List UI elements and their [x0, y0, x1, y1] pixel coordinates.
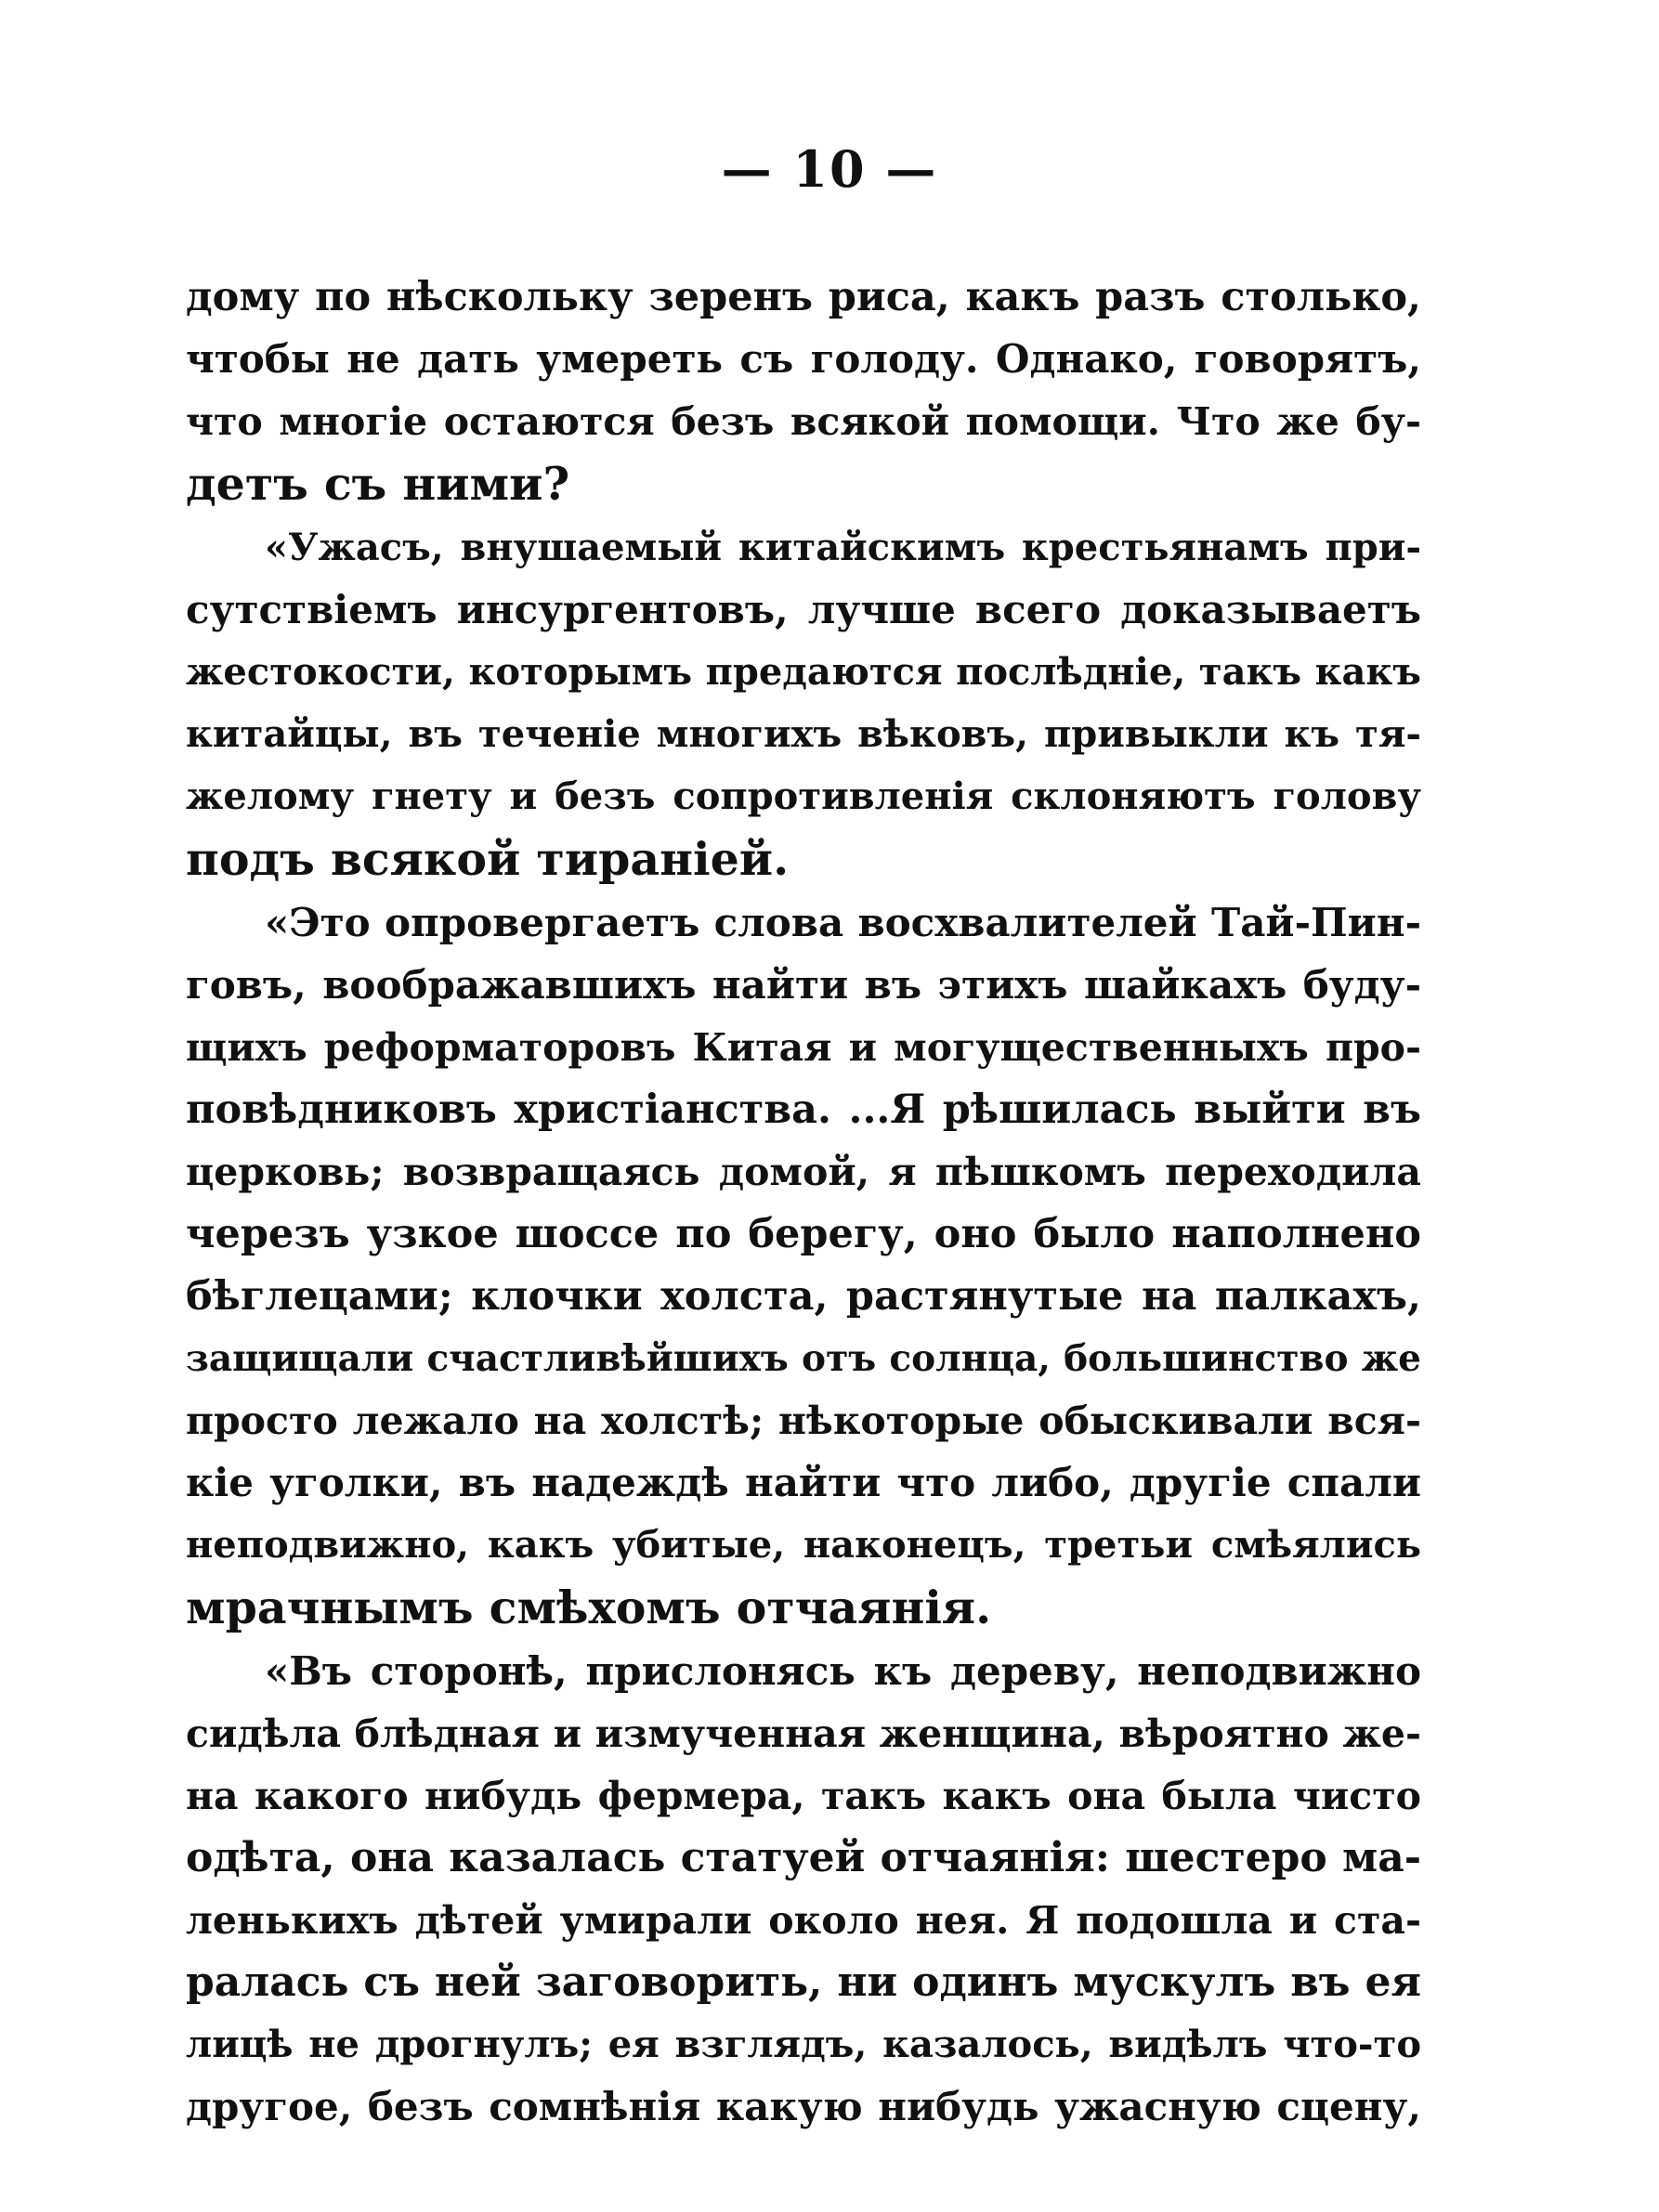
text-line: лицѣ не дрогнулъ; ея взглядъ, казалось, видѣлъ что-то — [186, 2023, 1421, 2066]
text-line: детъ съ ними? — [186, 457, 570, 511]
text-line: бѣглецами; клочки холста, растянутые на палкахъ, — [186, 1273, 1421, 1320]
text-line: неподвижно, какъ убитые, наконецъ, третьи смѣялись — [186, 1523, 1421, 1567]
text-line: церковь; возвращаясь домой, я пѣшкомъ переходила — [186, 1150, 1421, 1194]
text-line: сидѣла блѣдная и измученная женщина, вѣроятно же- — [186, 1711, 1421, 1756]
text-line: просто лежало на холстѣ; нѣкоторые обыскивали вся- — [186, 1399, 1421, 1443]
text-line: «Это опровергаетъ слова восхвалителей Тай-Пин- — [265, 900, 1421, 945]
text-line: черезъ узкое шоссе по берегу, оно было наполнено — [186, 1211, 1421, 1257]
text-line: желому гнету и безъ сопротивленія склоняютъ голову — [186, 774, 1421, 818]
text-line: на какого нибудь фермера, такъ какъ она была чисто — [186, 1774, 1421, 1818]
text-line: китайцы, въ теченіе многихъ вѣковъ, привыкли къ тя- — [186, 712, 1421, 756]
text-line: щихъ реформаторовъ Китая и могущественныхъ про- — [186, 1025, 1421, 1070]
text-line: мрачнымъ смѣхомъ отчаянія. — [186, 1581, 992, 1634]
text-line: говъ, воображавшихъ найти въ этихъ шайкахъ буду- — [186, 962, 1421, 1008]
text-line: «Ужасъ, внушаемый китайскимъ крестьянамъ при- — [265, 526, 1421, 569]
text-line: ленькихъ дѣтей умирали около нея. Я подошла и ста- — [186, 1898, 1421, 1943]
text-line: одѣта, она казалась статуей отчаянія: шестеро ма- — [186, 1834, 1421, 1881]
text-line: ралась съ ней заговорить, ни одинъ мускулъ въ ея — [186, 1958, 1421, 2006]
text-line: что многіе остаются безъ всякой помощи. Что же бу- — [186, 399, 1421, 444]
text-line: подъ всякой тираніей. — [186, 832, 790, 886]
text-line: защищали счастливѣйшихъ отъ солнца, большинство же — [186, 1337, 1421, 1380]
text-line: жестокости, которымъ предаются послѣдніе, такъ какъ — [186, 650, 1421, 694]
text-line: «Въ сторонѣ, прислонясь къ дереву, неподвижно — [265, 1648, 1421, 1694]
text-line: кіе уголки, въ надеждѣ найти что либо, другіе спали — [186, 1460, 1421, 1505]
text-line: сутствіемъ инсургентовъ, лучше всего доказываетъ — [186, 587, 1421, 632]
text-line: повѣдниковъ христіанства. ...Я рѣшилась выйти въ — [186, 1086, 1421, 1133]
page-number: — 10 — — [721, 139, 938, 199]
text-line: дому по нѣскольку зеренъ риса, какъ разъ столько, — [186, 274, 1421, 320]
text-line: чтобы не дать умереть съ голоду. Однако, говорятъ, — [186, 336, 1421, 382]
text-line: другое, безъ сомнѣнія какую нибудь ужасную сцену, — [186, 2084, 1421, 2129]
